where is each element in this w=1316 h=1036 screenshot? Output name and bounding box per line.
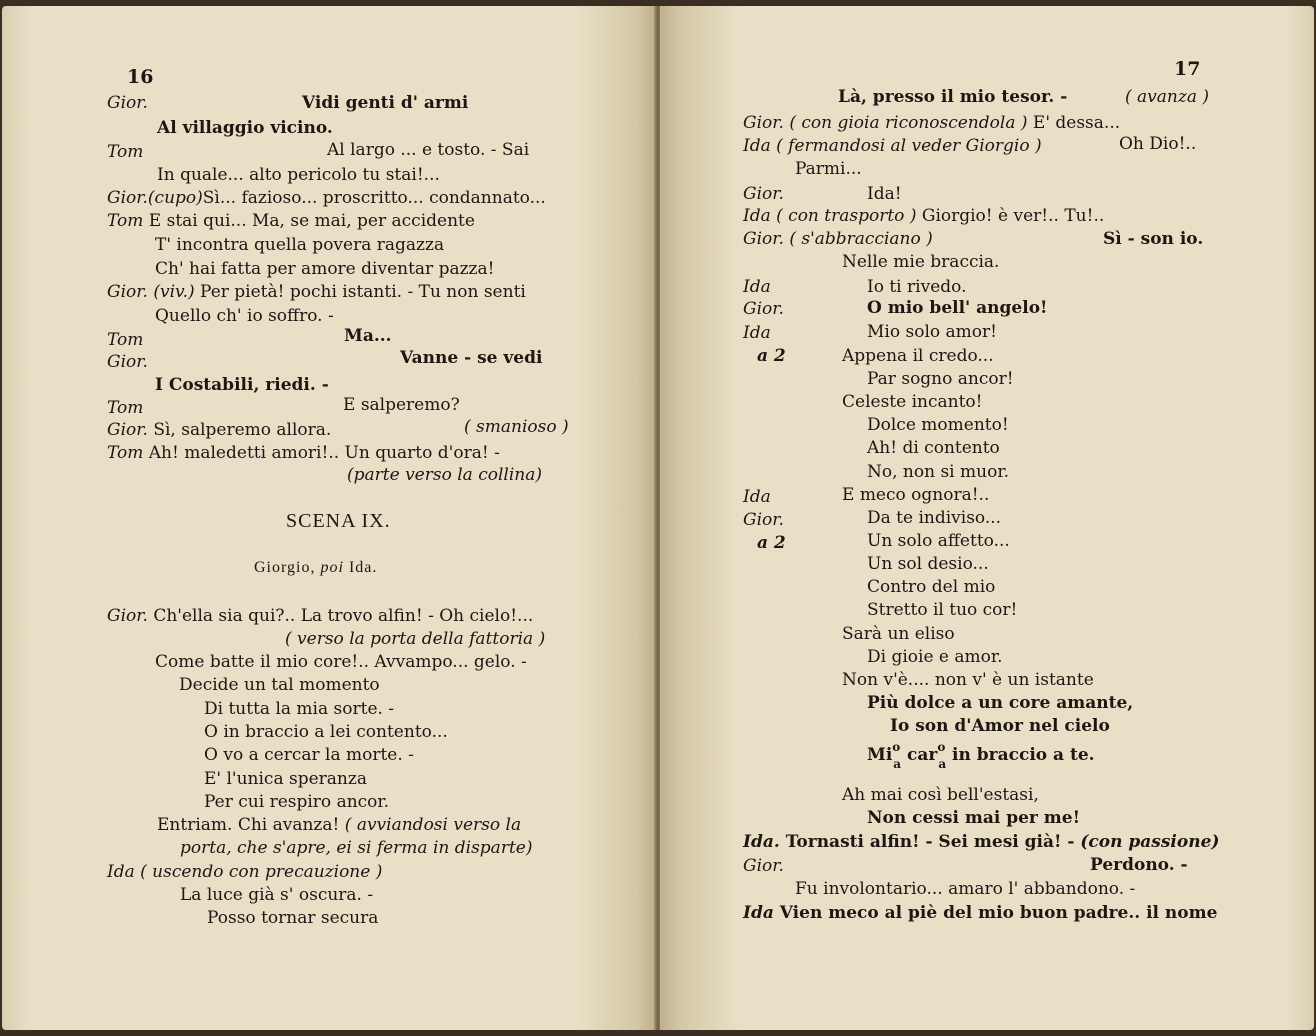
- text-line: Contro del mio: [867, 577, 996, 597]
- text-line: Al villaggio vicino.: [157, 118, 333, 138]
- text-line: In quale... alto pericolo tu stai!...: [157, 165, 440, 185]
- text-line: Non v'è.... non v' è un istante: [842, 670, 1094, 690]
- text-line: Gior.: [743, 184, 784, 204]
- text-line: Tom: [107, 142, 144, 162]
- text-line: Oh Dio!..: [1119, 134, 1197, 154]
- text-line: Celeste incanto!: [842, 392, 983, 412]
- text-line: E salperemo?: [343, 395, 460, 415]
- text-line: Fu involontario... amaro l' abbandono. -: [795, 879, 1136, 899]
- text-line: Ida ( fermandosi al veder Giorgio ): [743, 136, 1042, 156]
- text-line: Appena il credo...: [842, 346, 994, 366]
- text-line: Sì - son io.: [1103, 229, 1204, 249]
- text-line: Un solo affetto...: [867, 531, 1010, 551]
- text-line: Gior.(cupo)Sì... fazioso... proscritto... condannato...: [107, 188, 546, 208]
- text-line: Ida: [743, 487, 771, 507]
- text-line: Non cessi mai per me!: [867, 808, 1081, 828]
- text-line: O in braccio a lei contento...: [204, 722, 448, 742]
- text-line: Più dolce a un core amante,: [867, 693, 1134, 713]
- text-line: Gior.: [107, 352, 148, 372]
- text-line: Par sogno ancor!: [867, 369, 1014, 389]
- text-line: Perdono. -: [1090, 855, 1188, 875]
- text-line: Parmi...: [795, 159, 862, 179]
- text-line: Ida Vien meco al piè del mio buon padre.. il nome: [743, 903, 1218, 923]
- scene-characters: Giorgio, poi Ida.: [254, 559, 378, 576]
- stage-direction: ( avanza ): [1125, 87, 1209, 107]
- text-line: Gior.: [743, 510, 784, 530]
- text-line: Gior. (viv.) Per pietà! pochi istanti. - Tu non senti: [107, 282, 526, 302]
- text-line: O mio bell' angelo!: [867, 298, 1048, 318]
- text-line: Al largo ... e tosto. - Sai: [327, 140, 530, 160]
- text-line: No, non si muor.: [867, 462, 1009, 482]
- right-page: [660, 6, 1314, 1030]
- stage-direction: porta, che s'apre, ei si ferma in disparte): [180, 838, 533, 858]
- text-line: Ma...: [344, 326, 392, 346]
- text-line: Vanne - se vedi: [400, 348, 543, 368]
- text-line: O vo a cercar la morte. -: [204, 745, 414, 765]
- text-line: Tom: [107, 398, 144, 418]
- text-line: Ida!: [867, 184, 902, 204]
- text-line: Vidi genti d' armi: [302, 93, 469, 113]
- text-line: Ah mai così bell'estasi,: [842, 785, 1039, 805]
- text-line: La luce già s' oscura. -: [180, 885, 374, 905]
- scene-heading: SCENA IX.: [286, 510, 391, 532]
- text-line: Posso tornar secura: [207, 908, 379, 928]
- text-line: Ida ( con trasporto ) Giorgio! è ver!.. Tu!..: [743, 206, 1105, 226]
- text-line: T' incontra quella povera ragazza: [155, 235, 445, 255]
- text-line: E' l'unica speranza: [204, 769, 367, 789]
- page-number: 17: [1174, 58, 1201, 80]
- text-line: Là, presso il mio tesor. -: [838, 87, 1068, 107]
- text-line: Gior.: [743, 856, 784, 876]
- text-line: Da te indiviso...: [867, 508, 1002, 528]
- text-line: I Costabili, riedi. -: [155, 375, 329, 395]
- text-line: Gior. Sì, salperemo allora.: [107, 420, 332, 440]
- text-line: Ida. Tornasti alfin! - Sei mesi già! - (con passione): [743, 832, 1220, 852]
- text-line: Ah! di contento: [867, 438, 1000, 458]
- text-line: Entriam. Chi avanza! ( avviandosi verso la: [157, 815, 522, 835]
- text-line: Gior.: [743, 299, 784, 319]
- text-line: Dolce momento!: [867, 415, 1009, 435]
- text-line: Nelle mie braccia.: [842, 252, 1000, 272]
- left-page: [2, 6, 656, 1030]
- text-line: Stretto il tuo cor!: [867, 600, 1018, 620]
- text-line: Decide un tal momento: [179, 675, 380, 695]
- text-line: Gior.: [107, 93, 148, 113]
- text-line: a 2: [757, 533, 786, 553]
- text-line: Io son d'Amor nel cielo: [890, 716, 1110, 736]
- text-line: Ida: [743, 323, 771, 343]
- stage-direction: ( verso la porta della fattoria ): [285, 629, 546, 649]
- text-line: Ida: [743, 277, 771, 297]
- text-line: Tom E stai qui... Ma, se mai, per accidente: [107, 211, 475, 231]
- page-number: 16: [127, 66, 154, 88]
- text-line: $Mi^o_a$ car$^o_a$ in braccio a te.: [867, 740, 1095, 771]
- text-line: Gior. Ch'ella sia qui?.. La trovo alfin! - Oh cielo!...: [107, 606, 534, 626]
- text-line: Di tutta la mia sorte. -: [204, 699, 395, 719]
- text-line: Un sol desio...: [867, 554, 989, 574]
- text-line: Mio solo amor!: [867, 322, 997, 342]
- text-line: E meco ognora!..: [842, 485, 990, 505]
- text-line: Ch' hai fatta per amore diventar pazza!: [155, 259, 495, 279]
- stage-direction: ( smanioso ): [464, 417, 569, 437]
- text-line: Per cui respiro ancor.: [204, 792, 390, 812]
- text-line: Quello ch' io soffro. -: [155, 306, 334, 326]
- text-line: Sarà un eliso: [842, 624, 955, 644]
- text-line: Ida ( uscendo con precauzione ): [107, 862, 383, 882]
- text-line: Di gioie e amor.: [867, 647, 1003, 667]
- text-line: a 2: [757, 346, 786, 366]
- text-line: Gior. ( con gioia riconoscendola ) E' dessa...: [743, 113, 1121, 133]
- text-line: Tom Ah! maledetti amori!.. Un quarto d'ora! -: [107, 443, 500, 463]
- text-line: Io ti rivedo.: [867, 277, 967, 297]
- text-line: Come batte il mio core!.. Avvampo... gelo. -: [155, 652, 527, 672]
- text-line: Gior. ( s'abbracciano ): [743, 229, 933, 249]
- text-line: Tom: [107, 330, 144, 350]
- stage-direction: (parte verso la collina): [347, 465, 542, 485]
